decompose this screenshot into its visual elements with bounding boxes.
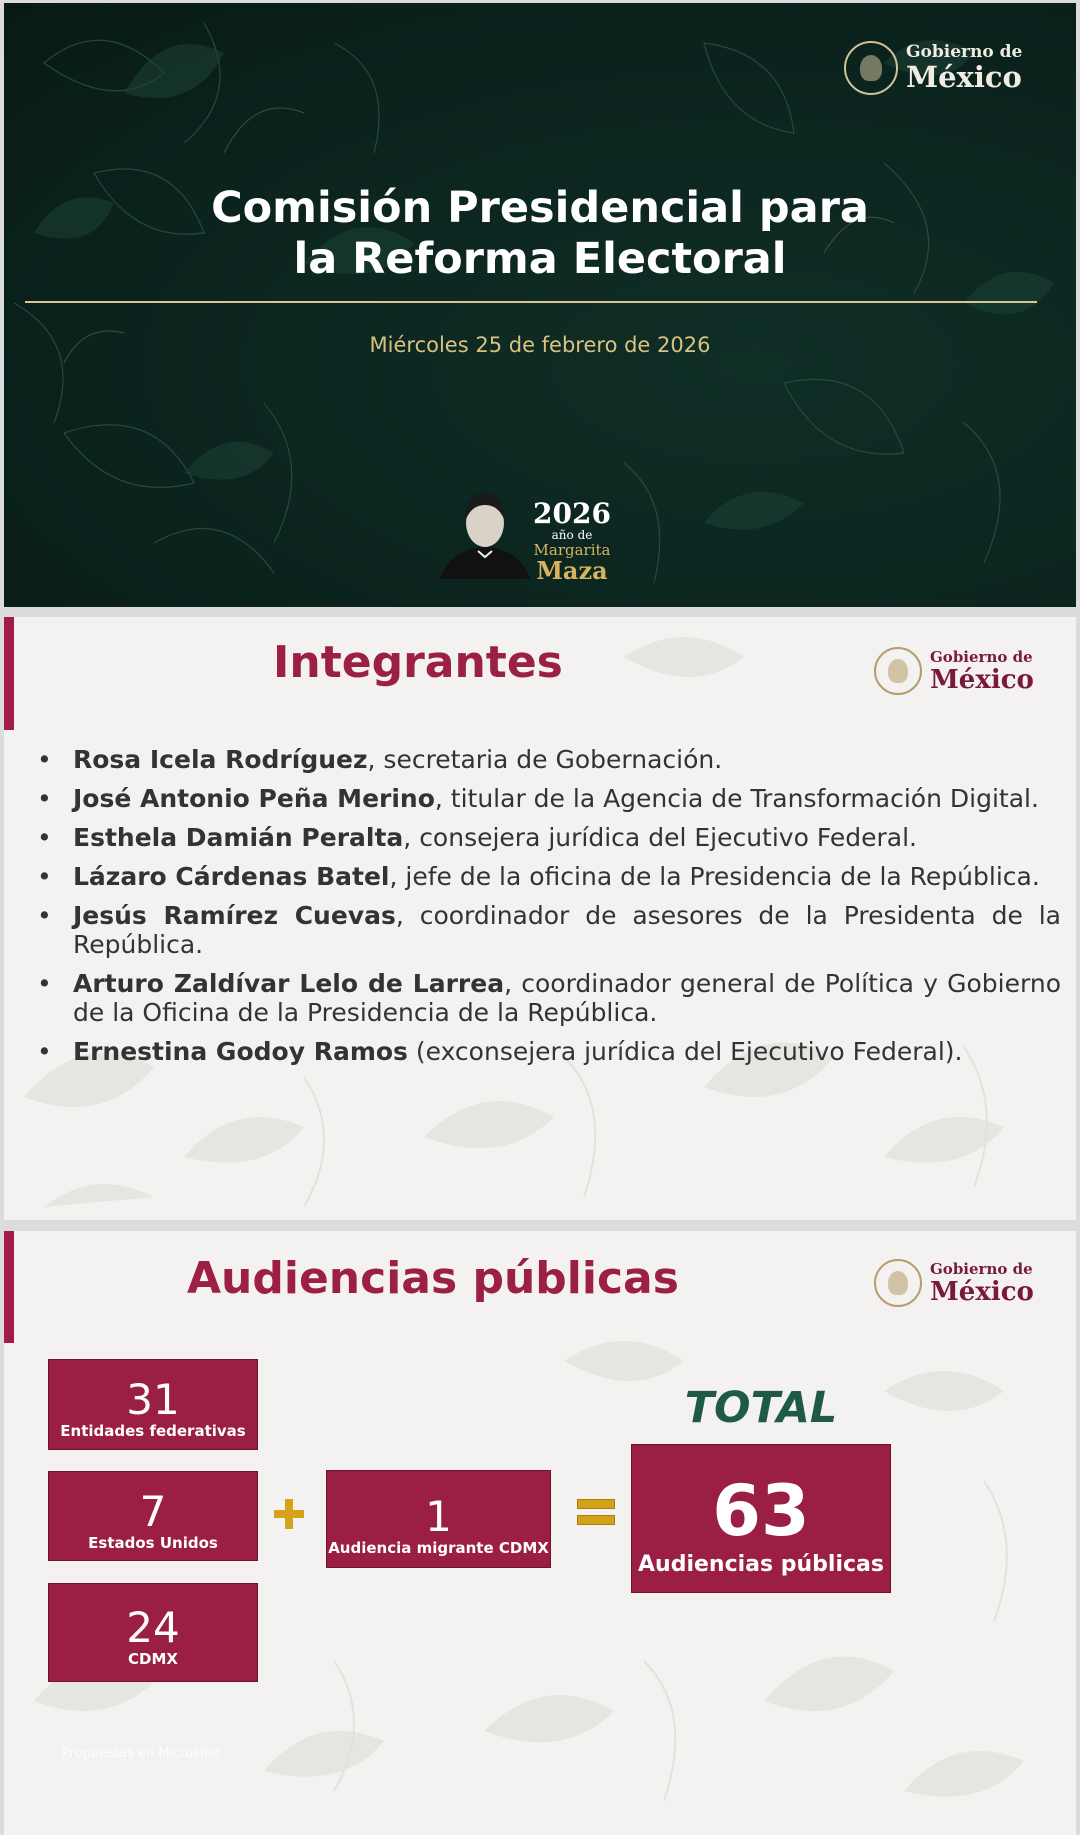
member-role: , titular de la Agencia de Transformación Digital.	[434, 784, 1039, 813]
gobierno-de-mexico-logo	[844, 41, 1022, 95]
title-accent-bar	[4, 1231, 14, 1343]
members-list	[35, 745, 1061, 1076]
member-name: Lázaro Cárdenas Batel	[73, 862, 390, 891]
gobierno-de-mexico-logo	[874, 647, 1034, 695]
slide-title	[4, 183, 1076, 285]
emblem-name2: Maza	[536, 556, 608, 585]
member-role: , coordinador de asesores de la Presidenta de la República.	[73, 901, 1061, 959]
equals-icon	[577, 1499, 615, 1529]
member-role: , consejera jurídica del Ejecutivo Federal.	[403, 823, 917, 852]
member-role: , jefe de la oficina de la Presidencia de la República.	[389, 862, 1040, 891]
logo-line1: Gobierno de	[906, 42, 1023, 62]
national-seal-icon	[844, 41, 898, 95]
member-name: Jesús Ramírez Cuevas	[73, 901, 396, 930]
list-item	[35, 862, 1061, 891]
total-value: 63	[712, 1470, 810, 1552]
logo-line2: México	[906, 60, 1022, 94]
box-value: 31	[126, 1375, 180, 1424]
slide-title: Audiencias públicas	[187, 1253, 679, 1304]
audiencia-migrante-box	[326, 1470, 551, 1568]
title-divider	[25, 301, 1037, 303]
national-seal-icon	[874, 1259, 922, 1307]
emblem-year: 2026	[533, 497, 611, 530]
logo-line2: México	[930, 664, 1034, 695]
list-item	[35, 1037, 1061, 1066]
list-item	[35, 784, 1061, 813]
margarita-maza-portrait-icon	[440, 493, 530, 579]
slide-date: Miércoles 25 de febrero de 2026	[369, 333, 711, 357]
title-slide	[4, 3, 1076, 607]
logo-line2: México	[930, 1276, 1034, 1307]
member-name: Rosa Icela Rodríguez	[73, 745, 368, 774]
integrantes-slide	[4, 617, 1076, 1220]
member-name: Ernestina Godoy Ramos	[73, 1037, 408, 1066]
total-heading: TOTAL	[684, 1383, 838, 1433]
total-label: Audiencias públicas	[638, 1552, 884, 1577]
emblem-name1: Margarita	[533, 541, 611, 559]
box-value: 1	[425, 1492, 452, 1541]
cdmx-box	[48, 1583, 258, 1682]
box-label: Estados Unidos	[88, 1534, 218, 1552]
box-value: 7	[139, 1487, 167, 1536]
box-value: 24	[126, 1603, 180, 1652]
margarita-maza-emblem	[532, 499, 612, 583]
member-name: Arturo Zaldívar Lelo de Larrea	[73, 969, 505, 998]
footer-note: Propuestas en Micrositio	[62, 1746, 221, 1761]
plus-icon	[274, 1499, 304, 1529]
estados-unidos-box	[48, 1471, 258, 1561]
list-item	[35, 745, 1061, 774]
national-seal-icon	[874, 647, 922, 695]
list-item	[35, 823, 1061, 852]
title-line1: Comisión Presidencial para	[211, 183, 869, 233]
entidades-federativas-box	[48, 1359, 258, 1450]
box-label: CDMX	[128, 1650, 178, 1668]
emblem-de: año de	[551, 528, 593, 542]
box-label: Entidades federativas	[60, 1422, 246, 1440]
member-name: Esthela Damián Peralta	[73, 823, 404, 852]
list-item	[35, 901, 1061, 959]
member-role: (exconsejera jurídica del Ejecutivo Federal).	[407, 1037, 963, 1066]
box-label: Audiencia migrante CDMX	[328, 1539, 549, 1557]
logo-line1: Gobierno de	[930, 647, 1033, 666]
title-accent-bar	[4, 617, 14, 730]
member-name: José Antonio Peña Merino	[73, 784, 435, 813]
list-item	[35, 969, 1061, 1027]
slide-title: Integrantes	[273, 637, 563, 688]
gobierno-de-mexico-logo	[874, 1259, 1034, 1307]
logo-line1: Gobierno de	[930, 1259, 1033, 1278]
member-role: , secretaria de Gobernación.	[367, 745, 723, 774]
audiencias-slide	[4, 1231, 1076, 1835]
member-role: , coordinador general de Política y Gobierno de la Oficina de la Presidencia de la República.	[73, 969, 1061, 1027]
total-box	[631, 1444, 891, 1593]
title-line2: la Reforma Electoral	[293, 234, 787, 284]
